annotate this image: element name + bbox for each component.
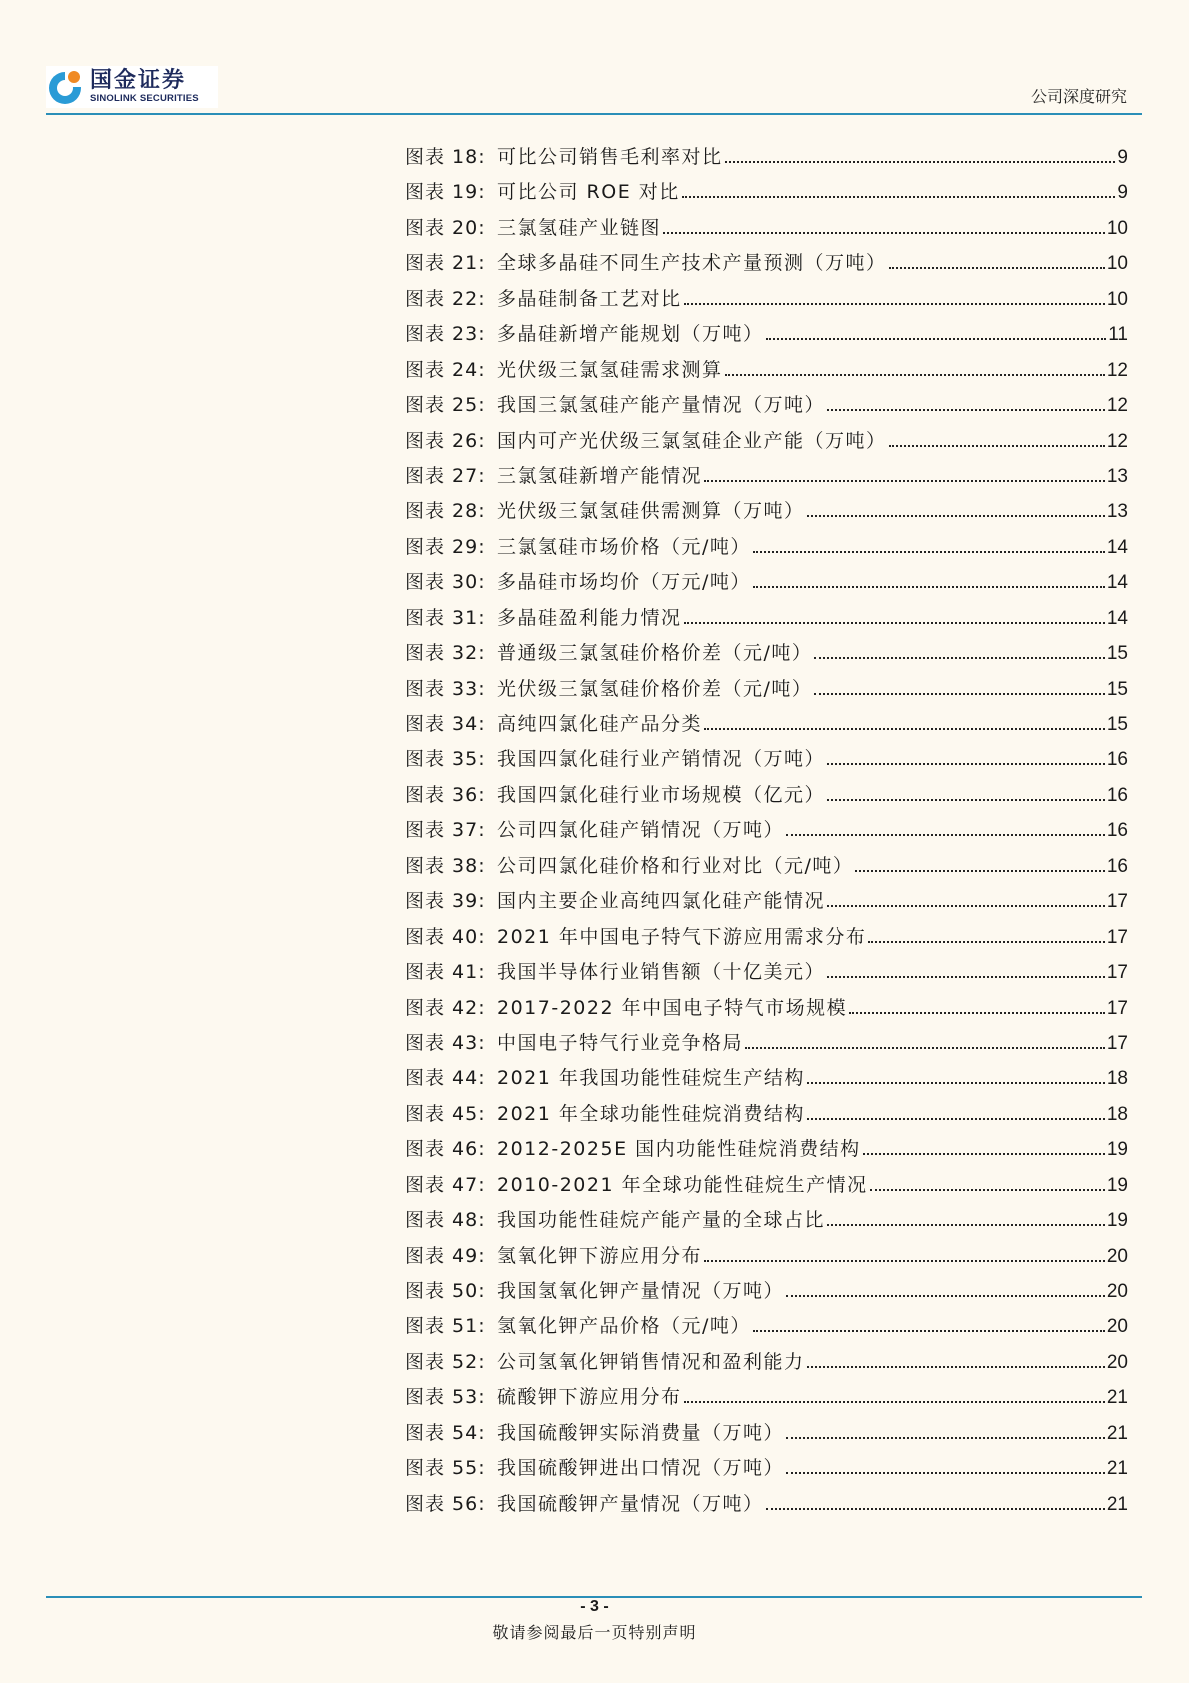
toc-entry[interactable] — [405, 991, 1128, 1026]
toc-entry[interactable] — [405, 317, 1128, 352]
toc-entry[interactable] — [405, 211, 1128, 246]
toc-entry-title: 2012-2025E 国内功能性硅烷消费结构 — [497, 1138, 861, 1161]
logo-chinese-name: 国金证券 — [90, 68, 187, 93]
toc-entry-title: 氢氧化钾下游应用分布 — [497, 1244, 703, 1267]
toc-entry-label: 图表 19: — [405, 181, 486, 204]
toc-entry-label: 图表 38: — [405, 854, 486, 877]
toc-entry-label: 图表 18: — [405, 146, 486, 168]
toc-dot-leader — [682, 196, 1116, 198]
toc-dot-leader — [663, 232, 1105, 234]
toc-entry-page: 19 — [1106, 1210, 1128, 1232]
toc-entry[interactable] — [405, 884, 1128, 919]
toc-entry-page: 16 — [1106, 855, 1128, 877]
toc-entry-page: 16 — [1106, 749, 1128, 771]
toc-entry-page: 17 — [1106, 926, 1128, 948]
toc-entry-title: 氢氧化钾产品价格（元/吨） — [497, 1315, 751, 1338]
toc-entry-page: 14 — [1106, 572, 1128, 594]
toc-entry[interactable] — [405, 1026, 1128, 1061]
toc-entry-title: 可比公司 ROE 对比 — [497, 181, 680, 204]
toc-entry-title: 我国硫酸钾进出口情况（万吨） — [497, 1457, 785, 1480]
toc-entry[interactable] — [405, 707, 1128, 742]
toc-entry-page: 17 — [1106, 1032, 1128, 1054]
toc-entry-page: 16 — [1106, 820, 1128, 842]
toc-entry-title: 2017-2022 年中国电子特气市场规模 — [497, 996, 848, 1019]
toc-entry[interactable] — [405, 1487, 1128, 1522]
toc-entry-title: 我国四氯化硅行业产销情况（万吨） — [497, 748, 826, 771]
toc-dot-leader — [684, 622, 1105, 624]
toc-entry-page: 21 — [1106, 1458, 1128, 1480]
toc-entry-page: 18 — [1106, 1103, 1128, 1125]
toc-entry-label: 图表 29: — [405, 535, 486, 558]
toc-entry-label: 图表 42: — [405, 996, 486, 1019]
toc-entry-label: 图表 41: — [405, 961, 486, 984]
toc-entry-page: 20 — [1106, 1281, 1128, 1302]
toc-entry-label: 图表 21: — [405, 252, 486, 275]
toc-entry[interactable] — [405, 636, 1128, 671]
toc-entry-page: 12 — [1106, 359, 1128, 381]
toc-dot-leader — [827, 409, 1105, 411]
toc-entry[interactable] — [405, 1168, 1128, 1203]
toc-entry-page: 19 — [1106, 1174, 1128, 1196]
toc-entry-title: 2021 年中国电子特气下游应用需求分布 — [497, 925, 867, 948]
toc-entry[interactable] — [405, 388, 1128, 423]
toc-entry-label: 图表 34: — [405, 713, 486, 735]
toc-entry-label: 图表 30: — [405, 571, 486, 594]
toc-entry-title: 2010-2021 年全球功能性硅烷生产情况 — [497, 1173, 868, 1196]
toc-dot-leader — [870, 1189, 1105, 1191]
toc-entry-page: 20 — [1106, 1245, 1128, 1267]
toc-entry-page: 16 — [1106, 784, 1128, 806]
toc-entry-page: 21 — [1106, 1422, 1128, 1444]
toc-dot-leader — [745, 1047, 1105, 1049]
toc-entry-label: 图表 22: — [405, 287, 486, 310]
toc-entry-page: 14 — [1106, 536, 1128, 558]
toc-dot-leader — [786, 1472, 1105, 1474]
toc-entry[interactable] — [405, 601, 1128, 636]
toc-entry-title: 三氯氢硅市场价格（元/吨） — [497, 535, 751, 558]
toc-entry-label: 图表 55: — [405, 1457, 486, 1480]
logo-english-name: SINOLINK SECURITIES — [90, 93, 199, 104]
toc-entry-title: 三氯氢硅新增产能情况 — [497, 464, 703, 487]
toc-dot-leader — [807, 1082, 1105, 1084]
toc-entry[interactable] — [405, 1345, 1128, 1380]
toc-entry[interactable] — [405, 1416, 1128, 1451]
toc-dot-leader — [827, 1224, 1105, 1226]
toc-dot-leader — [684, 1401, 1105, 1403]
toc-dot-leader — [725, 161, 1116, 163]
toc-dot-leader — [684, 303, 1105, 305]
toc-entry-label: 图表 39: — [405, 890, 486, 913]
toc-entry-title: 2021 年全球功能性硅烷消费结构 — [497, 1102, 805, 1125]
toc-dot-leader — [753, 1330, 1105, 1332]
toc-entry-label: 图表 46: — [405, 1138, 486, 1161]
toc-entry-page: 20 — [1106, 1351, 1128, 1373]
toc-entry[interactable] — [405, 742, 1128, 777]
toc-entry-title: 我国四氯化硅行业市场规模（亿元） — [497, 783, 826, 806]
toc-entry-label: 图表 44: — [405, 1067, 486, 1090]
toc-entry-title: 我国硫酸钾产量情况（万吨） — [497, 1492, 764, 1515]
toc-entry-label: 图表 28: — [405, 500, 486, 523]
toc-entry[interactable] — [405, 672, 1128, 707]
toc-entry-page: 13 — [1106, 501, 1128, 523]
toc-entry-label: 图表 25: — [405, 394, 486, 417]
toc-dot-leader — [753, 586, 1105, 588]
toc-entry-label: 图表 47: — [405, 1173, 486, 1196]
toc-entry[interactable] — [405, 246, 1128, 281]
toc-entry[interactable] — [405, 1061, 1128, 1096]
toc-entry-label: 图表 36: — [405, 783, 486, 806]
toc-entry[interactable] — [405, 175, 1128, 210]
toc-entry-page: 17 — [1106, 997, 1128, 1019]
toc-entry-page: 12 — [1106, 430, 1128, 452]
toc-entry-label: 图表 49: — [405, 1244, 486, 1267]
toc-entry-page: 9 — [1117, 182, 1128, 204]
toc-entry-label: 图表 56: — [405, 1492, 486, 1515]
toc-dot-leader — [889, 267, 1105, 269]
toc-entry-title: 我国功能性硅烷产能产量的全球占比 — [497, 1209, 826, 1232]
toc-entry-title: 高纯四氯化硅产品分类 — [497, 713, 703, 735]
toc-entry[interactable] — [405, 1239, 1128, 1274]
toc-dot-leader — [704, 728, 1105, 730]
toc-entry-title: 可比公司销售毛利率对比 — [497, 146, 723, 168]
toc-dot-leader — [786, 1437, 1105, 1439]
toc-entry-page: 15 — [1106, 643, 1128, 665]
toc-entry-title: 光伏级三氯氢硅供需测算（万吨） — [497, 500, 805, 523]
toc-entry-page: 17 — [1106, 891, 1128, 913]
toc-entry-page: 10 — [1106, 288, 1128, 310]
toc-dot-leader — [849, 1012, 1105, 1014]
toc-entry-title: 我国氢氧化钾产量情况（万吨） — [497, 1280, 785, 1302]
toc-entry-title: 多晶硅新增产能规划（万吨） — [497, 323, 764, 346]
toc-entry[interactable] — [405, 530, 1128, 565]
toc-entry-page: 15 — [1106, 678, 1128, 700]
toc-dot-leader — [786, 1295, 1105, 1297]
toc-entry-title: 我国硫酸钾实际消费量（万吨） — [497, 1421, 785, 1444]
toc-entry-label: 图表 32: — [405, 642, 486, 665]
toc-dot-leader — [827, 763, 1105, 765]
header-divider — [46, 113, 1142, 115]
toc-dot-leader — [814, 657, 1104, 659]
toc-dot-leader — [753, 551, 1105, 553]
toc-entry-page: 13 — [1106, 465, 1128, 487]
toc-entry-label: 图表 27: — [405, 464, 486, 487]
toc-entry-title: 全球多晶硅不同生产技术产量预测（万吨） — [497, 252, 887, 275]
toc-entry[interactable] — [405, 424, 1128, 459]
toc-entry-label: 图表 45: — [405, 1102, 486, 1125]
toc-entry-label: 图表 23: — [405, 323, 486, 346]
toc-dot-leader — [704, 1260, 1105, 1262]
toc-dot-leader — [868, 941, 1104, 943]
toc-dot-leader — [863, 1153, 1105, 1155]
toc-entry-title: 公司四氯化硅产销情况（万吨） — [497, 819, 785, 842]
sinolink-logo-icon — [46, 68, 84, 106]
toc-entry[interactable] — [405, 920, 1128, 955]
toc-entry[interactable] — [405, 565, 1128, 600]
toc-entry-label: 图表 37: — [405, 819, 486, 842]
toc-entry-title: 硫酸钾下游应用分布 — [497, 1386, 682, 1409]
toc-entry[interactable] — [405, 282, 1128, 317]
toc-dot-leader — [807, 1366, 1105, 1368]
footer-disclaimer: 敬请参阅最后一页特别声明 — [492, 1623, 697, 1642]
toc-entry[interactable] — [405, 1274, 1128, 1309]
sinolink-logo — [46, 66, 218, 108]
toc-entry-label: 图表 35: — [405, 748, 486, 771]
toc-entry-page: 10 — [1106, 253, 1128, 275]
toc-entry[interactable] — [405, 1132, 1128, 1167]
toc-entry-page: 17 — [1106, 962, 1128, 984]
toc-entry-label: 图表 26: — [405, 429, 486, 452]
toc-entry-title: 国内可产光伏级三氯氢硅企业产能（万吨） — [497, 429, 887, 452]
toc-entry-page: 10 — [1106, 217, 1128, 239]
toc-entry-label: 图表 48: — [405, 1209, 486, 1232]
toc-entry-label: 图表 40: — [405, 925, 486, 948]
toc-dot-leader — [814, 693, 1104, 695]
toc-entry-label: 图表 52: — [405, 1350, 486, 1373]
toc-entry-label: 图表 50: — [405, 1280, 486, 1302]
toc-entry-page: 20 — [1106, 1316, 1128, 1338]
toc-dot-leader — [855, 870, 1104, 872]
toc-entry[interactable] — [405, 1451, 1128, 1486]
toc-entry-label: 图表 53: — [405, 1386, 486, 1409]
toc-dot-leader — [827, 976, 1105, 978]
toc-entry[interactable] — [405, 494, 1128, 529]
toc-entry-page: 21 — [1106, 1493, 1128, 1515]
toc-entry-title: 公司氢氧化钾销售情况和盈利能力 — [497, 1350, 805, 1373]
toc-entry-page: 14 — [1106, 607, 1128, 629]
toc-dot-leader — [704, 480, 1105, 482]
toc-dot-leader — [827, 799, 1105, 801]
page-number: - 3 - — [580, 1598, 609, 1615]
toc-entry-page: 11 — [1108, 324, 1128, 346]
toc-entry-label: 图表 43: — [405, 1031, 486, 1054]
toc-dot-leader — [807, 515, 1105, 517]
toc-entry-page: 12 — [1106, 395, 1128, 417]
toc-entry[interactable] — [405, 1203, 1128, 1238]
toc-entry-title: 公司四氯化硅价格和行业对比（元/吨） — [497, 854, 854, 877]
toc-dot-leader — [807, 1118, 1105, 1120]
toc-entry[interactable] — [405, 140, 1128, 175]
toc-entry[interactable] — [405, 1309, 1128, 1344]
toc-entry-page: 19 — [1106, 1139, 1128, 1161]
toc-entry-page: 15 — [1106, 714, 1128, 735]
toc-entry-title: 2021 年我国功能性硅烷生产结构 — [497, 1067, 805, 1090]
toc-entry-title: 光伏级三氯氢硅需求测算 — [497, 358, 723, 381]
toc-entry-title: 我国半导体行业销售额（十亿美元） — [497, 961, 826, 984]
toc-dot-leader — [766, 338, 1107, 340]
toc-entry-label: 图表 24: — [405, 358, 486, 381]
toc-entry-title: 光伏级三氯氢硅价格价差（元/吨） — [497, 677, 813, 700]
toc-entry-title: 中国电子特气行业竞争格局 — [497, 1031, 744, 1054]
toc-entry-page: 21 — [1106, 1387, 1128, 1409]
toc-entry-page: 18 — [1106, 1068, 1128, 1090]
toc-dot-leader — [889, 445, 1105, 447]
toc-entry-label: 图表 51: — [405, 1315, 486, 1338]
toc-entry[interactable] — [405, 955, 1128, 990]
toc-entry[interactable] — [405, 459, 1128, 494]
toc-dot-leader — [786, 834, 1105, 836]
toc-entry-title: 我国三氯氢硅产能产量情况（万吨） — [497, 394, 826, 417]
toc-entry[interactable] — [405, 849, 1128, 884]
toc-entry[interactable] — [405, 778, 1128, 813]
toc-entry-title: 三氯氢硅产业链图 — [497, 216, 662, 239]
toc-entry[interactable] — [405, 813, 1128, 848]
toc-entry-title: 多晶硅制备工艺对比 — [497, 287, 682, 310]
toc-entry-label: 图表 20: — [405, 216, 486, 239]
toc-entry-label: 图表 31: — [405, 606, 486, 629]
toc-dot-leader — [725, 374, 1105, 376]
toc-entry-title: 多晶硅盈利能力情况 — [497, 606, 682, 629]
figure-list — [405, 140, 1128, 1522]
toc-entry-title: 普通级三氯氢硅价格价差（元/吨） — [497, 642, 813, 665]
toc-entry-label: 图表 33: — [405, 677, 486, 700]
toc-entry[interactable] — [405, 353, 1128, 388]
toc-entry[interactable] — [405, 1380, 1128, 1415]
toc-entry-label: 图表 54: — [405, 1421, 486, 1444]
toc-entry-page: 9 — [1117, 147, 1128, 168]
toc-entry-title: 多晶硅市场均价（万元/吨） — [497, 571, 751, 594]
document-type: 公司深度研究 — [1030, 87, 1127, 106]
toc-dot-leader — [766, 1508, 1105, 1510]
toc-entry-title: 国内主要企业高纯四氯化硅产能情况 — [497, 890, 826, 913]
page-header — [46, 66, 1142, 114]
toc-dot-leader — [827, 905, 1105, 907]
toc-entry[interactable] — [405, 1097, 1128, 1132]
